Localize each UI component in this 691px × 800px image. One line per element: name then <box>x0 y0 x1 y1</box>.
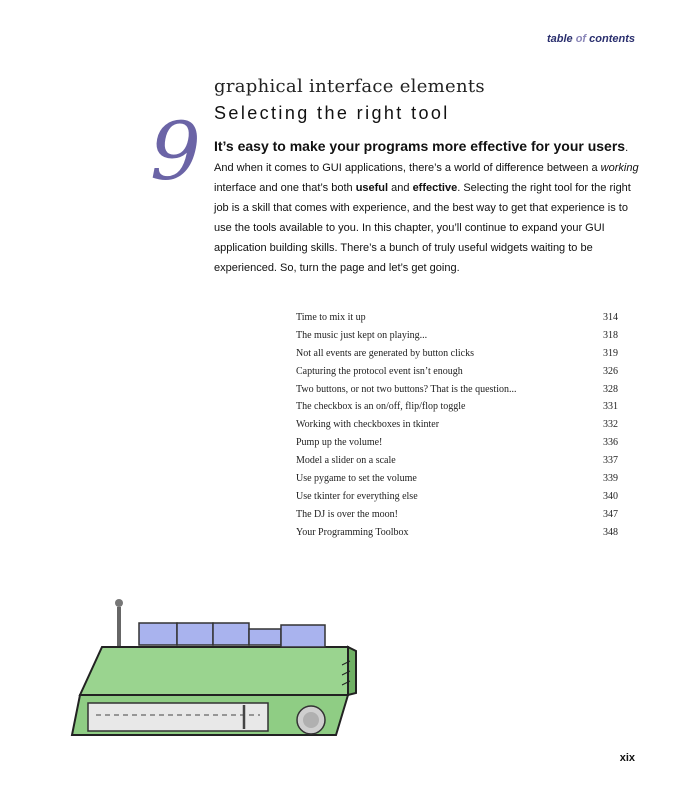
toc-entry[interactable] <box>296 345 618 363</box>
radio-button-1 <box>139 623 177 645</box>
toc-entry[interactable] <box>296 381 618 399</box>
toc-entry-title: Use pygame to set the volume <box>296 473 417 485</box>
toc-entry-title: Use tkinter for everything else <box>296 490 418 502</box>
toc-entry-title: Working with checkboxes in tkinter <box>296 419 440 431</box>
toc-entry[interactable] <box>296 363 618 381</box>
toc-list <box>296 309 618 542</box>
running-head-prefix: table <box>546 33 573 45</box>
toc-entry-title: The music just kept on playing... <box>296 329 428 341</box>
page-number: xix <box>619 752 635 764</box>
toc-entry[interactable] <box>296 506 618 524</box>
chapter-kicker: graphical interface elements <box>214 76 485 97</box>
running-head-of: of <box>575 33 587 45</box>
toc-entry-page: 337 <box>603 455 618 467</box>
toc-entry[interactable] <box>296 398 618 416</box>
radio-button-5 <box>281 625 325 647</box>
intro-lead: It’s easy to make your programs more effective for your users <box>214 138 626 154</box>
intro-bold-useful: useful <box>355 182 389 194</box>
chapter-number: 9 <box>150 105 201 198</box>
toc-entry-page: 347 <box>603 508 618 520</box>
radio-top <box>80 647 348 695</box>
toc-entry-page: 318 <box>603 329 618 341</box>
toc-entry-page: 348 <box>603 526 618 538</box>
toc-entry-title: The DJ is over the moon! <box>296 508 398 520</box>
toc-entry-page: 319 <box>603 347 618 359</box>
toc-entry-page: 331 <box>603 401 618 413</box>
radio-illustration <box>66 595 366 750</box>
intro-text-3: and <box>388 182 413 194</box>
toc-entry-title: The checkbox is an on/off, flip/flop toggle <box>296 401 466 413</box>
intro-text-1: And when it comes to GUI applications, there’s a world of difference between a <box>214 162 601 174</box>
chapter-title: Selecting the right tool <box>214 103 450 123</box>
toc-entry-page: 339 <box>603 473 618 485</box>
toc-entry-page: 328 <box>603 383 618 395</box>
toc-entry-page: 326 <box>603 365 618 377</box>
toc-entry-page: 314 <box>603 312 618 323</box>
antenna-tip <box>115 599 123 607</box>
running-head <box>547 33 635 45</box>
toc-entry-title: Model a slider on a scale <box>296 455 396 467</box>
tuning-dial <box>88 703 268 731</box>
toc-entry-title: Your Programming Toolbox <box>296 526 409 538</box>
intro-lead-end: . <box>625 142 629 154</box>
toc-entry-title: Two buttons, or not two buttons? That is the question... <box>296 383 517 395</box>
running-head-suffix: contents <box>589 33 635 45</box>
toc-entry-title: Time to mix it up <box>296 312 366 323</box>
toc-entry[interactable] <box>296 434 618 452</box>
toc-entry[interactable] <box>296 488 618 506</box>
toc-entry[interactable] <box>296 524 618 542</box>
intro-text-2: interface and one that’s both <box>214 182 356 194</box>
toc-entry[interactable] <box>296 452 618 470</box>
intro-text-4: . Selecting the right tool for the right job is a skill that comes with experience, and the best way to get that experience is to use the tools available to you. In this chapter, you’ll continue to expand your GUI application building skills. There’s a bunch of truly useful widgets waiting to be experienced. So, turn the page and let’s get going. <box>214 182 631 274</box>
radio-button-2 <box>177 623 213 645</box>
radio-button-4 <box>249 629 281 645</box>
toc-entry-title: Capturing the protocol event isn’t enough <box>296 365 463 377</box>
volume-knob-center <box>303 712 319 728</box>
chapter-intro <box>214 136 644 278</box>
toc-entry-page: 340 <box>603 490 618 502</box>
toc-entry[interactable] <box>296 327 618 345</box>
toc-entry[interactable] <box>296 416 618 434</box>
toc-entry-title: Not all events are generated by button clicks <box>296 347 474 359</box>
toc-entry-title: Pump up the volume! <box>296 437 383 449</box>
toc-entry[interactable] <box>296 470 618 488</box>
intro-em-working: working <box>600 162 639 174</box>
toc-entry[interactable] <box>296 309 618 327</box>
toc-entry-page: 332 <box>603 419 618 431</box>
radio-button-3 <box>213 623 249 645</box>
toc-entry-page: 336 <box>603 437 618 449</box>
intro-bold-effective: effective <box>412 182 458 194</box>
